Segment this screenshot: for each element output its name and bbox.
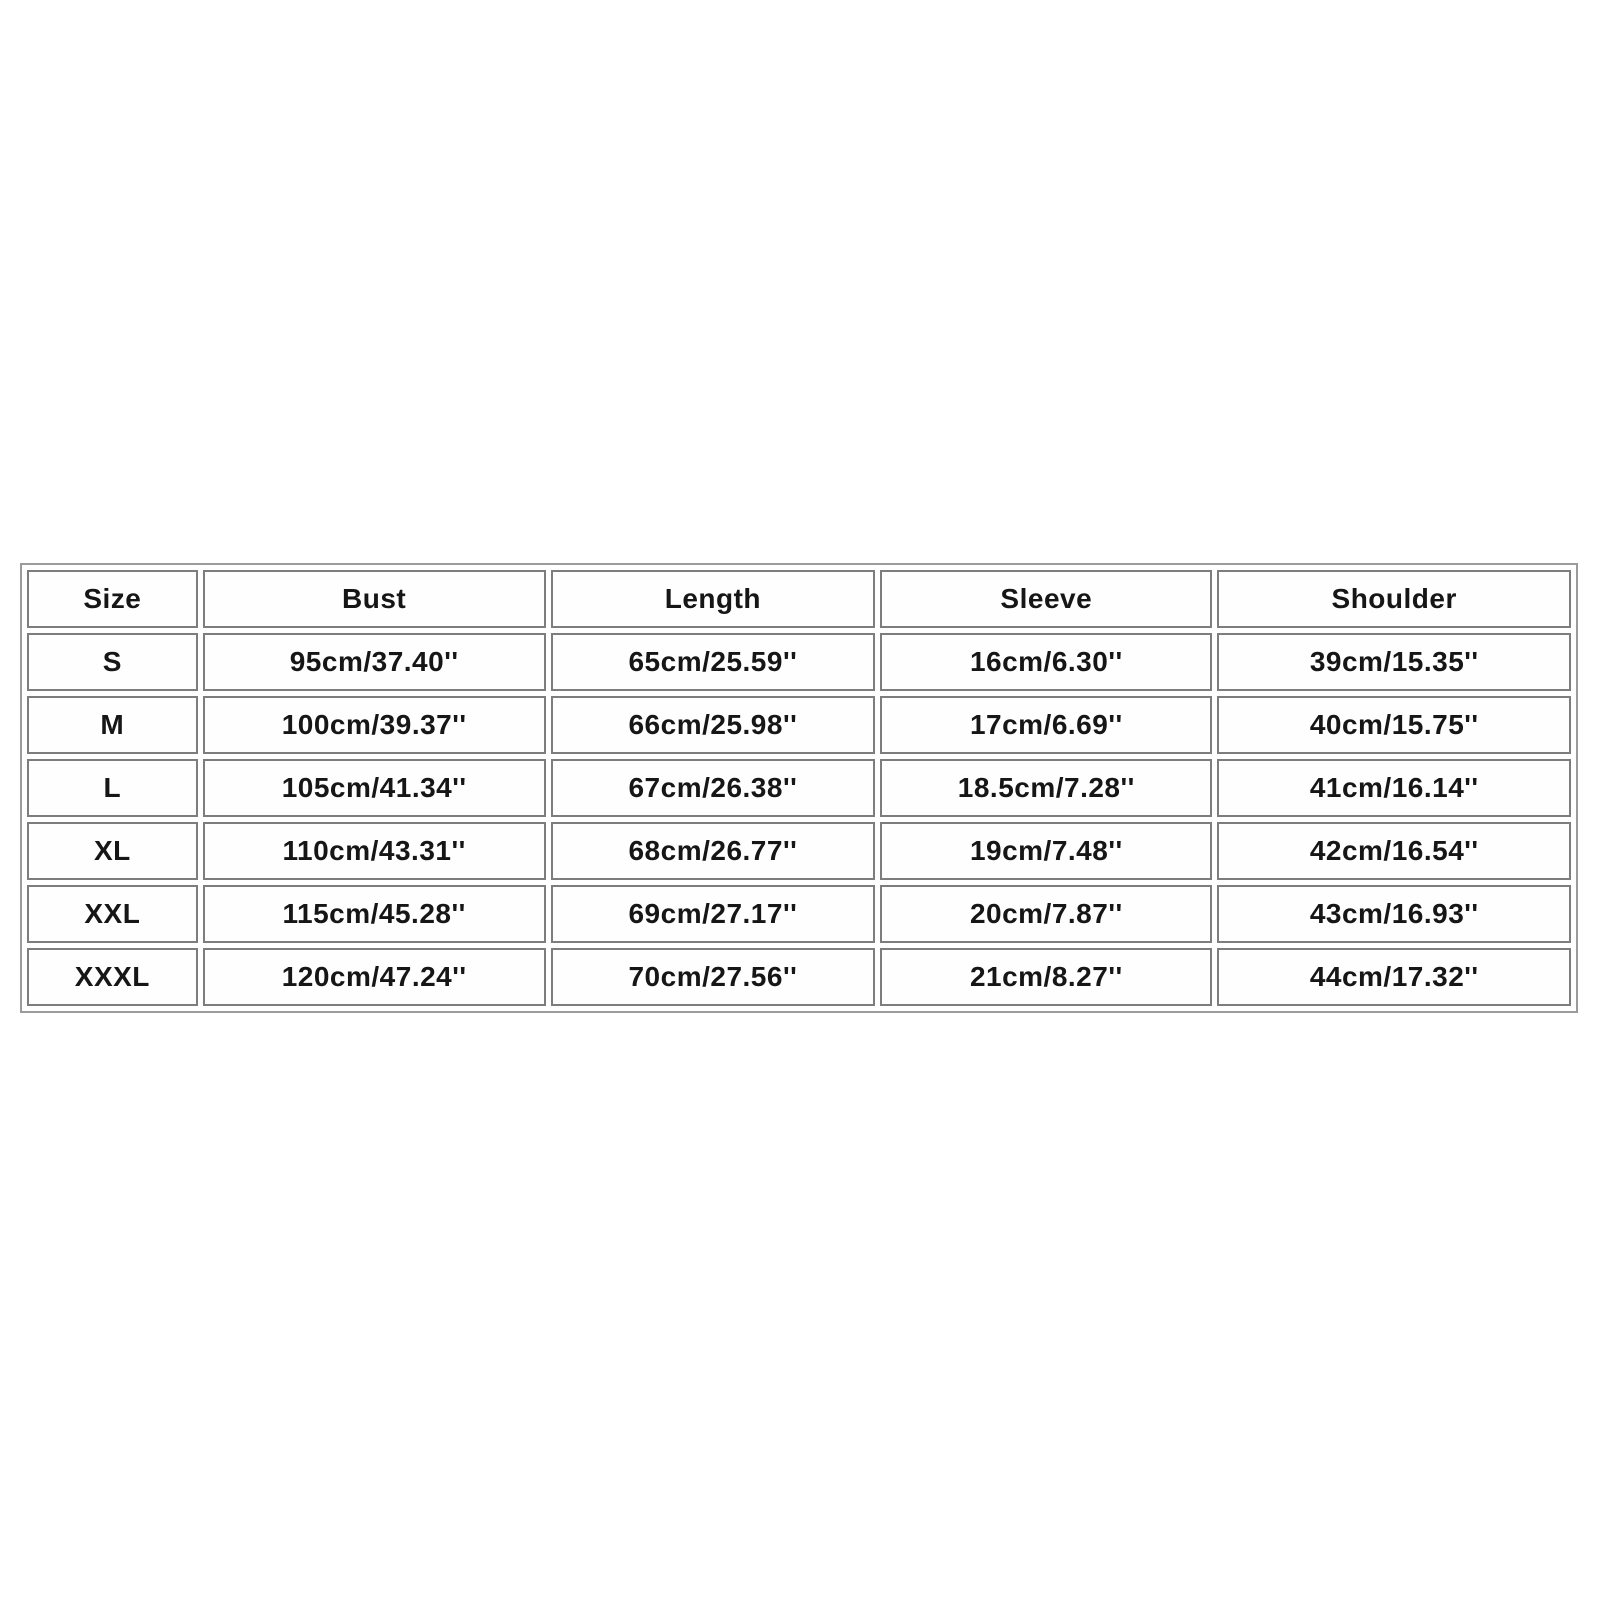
header-row [27, 570, 1571, 628]
table-row-l [27, 759, 1571, 817]
cell-size-label: XL [27, 822, 198, 880]
header-cell-length: Length [551, 570, 876, 628]
cell-bust: 100cm/39.37'' [203, 696, 546, 754]
table-row-s [27, 633, 1571, 691]
table-row-xxxl [27, 948, 1571, 1006]
cell-length: 67cm/26.38'' [551, 759, 876, 817]
cell-bust: 110cm/43.31'' [203, 822, 546, 880]
cell-bust: 105cm/41.34'' [203, 759, 546, 817]
cell-sleeve: 18.5cm/7.28'' [880, 759, 1212, 817]
cell-shoulder: 41cm/16.14'' [1217, 759, 1571, 817]
cell-shoulder: 39cm/15.35'' [1217, 633, 1571, 691]
header-cell-size: Size [27, 570, 198, 628]
cell-shoulder: 42cm/16.54'' [1217, 822, 1571, 880]
cell-length: 65cm/25.59'' [551, 633, 876, 691]
cell-sleeve: 16cm/6.30'' [880, 633, 1212, 691]
cell-bust: 120cm/47.24'' [203, 948, 546, 1006]
header-cell-shoulder: Shoulder [1217, 570, 1571, 628]
cell-size-label: S [27, 633, 198, 691]
cell-shoulder: 44cm/17.32'' [1217, 948, 1571, 1006]
table-row-xxl [27, 885, 1571, 943]
table-row-xl [27, 822, 1571, 880]
cell-length: 69cm/27.17'' [551, 885, 876, 943]
cell-bust: 95cm/37.40'' [203, 633, 546, 691]
size-chart-table [20, 563, 1578, 1013]
cell-length: 68cm/26.77'' [551, 822, 876, 880]
size-chart [20, 563, 1578, 1013]
table-row-m [27, 696, 1571, 754]
cell-length: 70cm/27.56'' [551, 948, 876, 1006]
cell-sleeve: 17cm/6.69'' [880, 696, 1212, 754]
header-cell-bust: Bust [203, 570, 546, 628]
cell-length: 66cm/25.98'' [551, 696, 876, 754]
cell-sleeve: 19cm/7.48'' [880, 822, 1212, 880]
header-cell-sleeve: Sleeve [880, 570, 1212, 628]
cell-shoulder: 40cm/15.75'' [1217, 696, 1571, 754]
cell-size-label: XXL [27, 885, 198, 943]
cell-bust: 115cm/45.28'' [203, 885, 546, 943]
cell-sleeve: 21cm/8.27'' [880, 948, 1212, 1006]
cell-sleeve: 20cm/7.87'' [880, 885, 1212, 943]
cell-shoulder: 43cm/16.93'' [1217, 885, 1571, 943]
cell-size-label: M [27, 696, 198, 754]
cell-size-label: XXXL [27, 948, 198, 1006]
cell-size-label: L [27, 759, 198, 817]
